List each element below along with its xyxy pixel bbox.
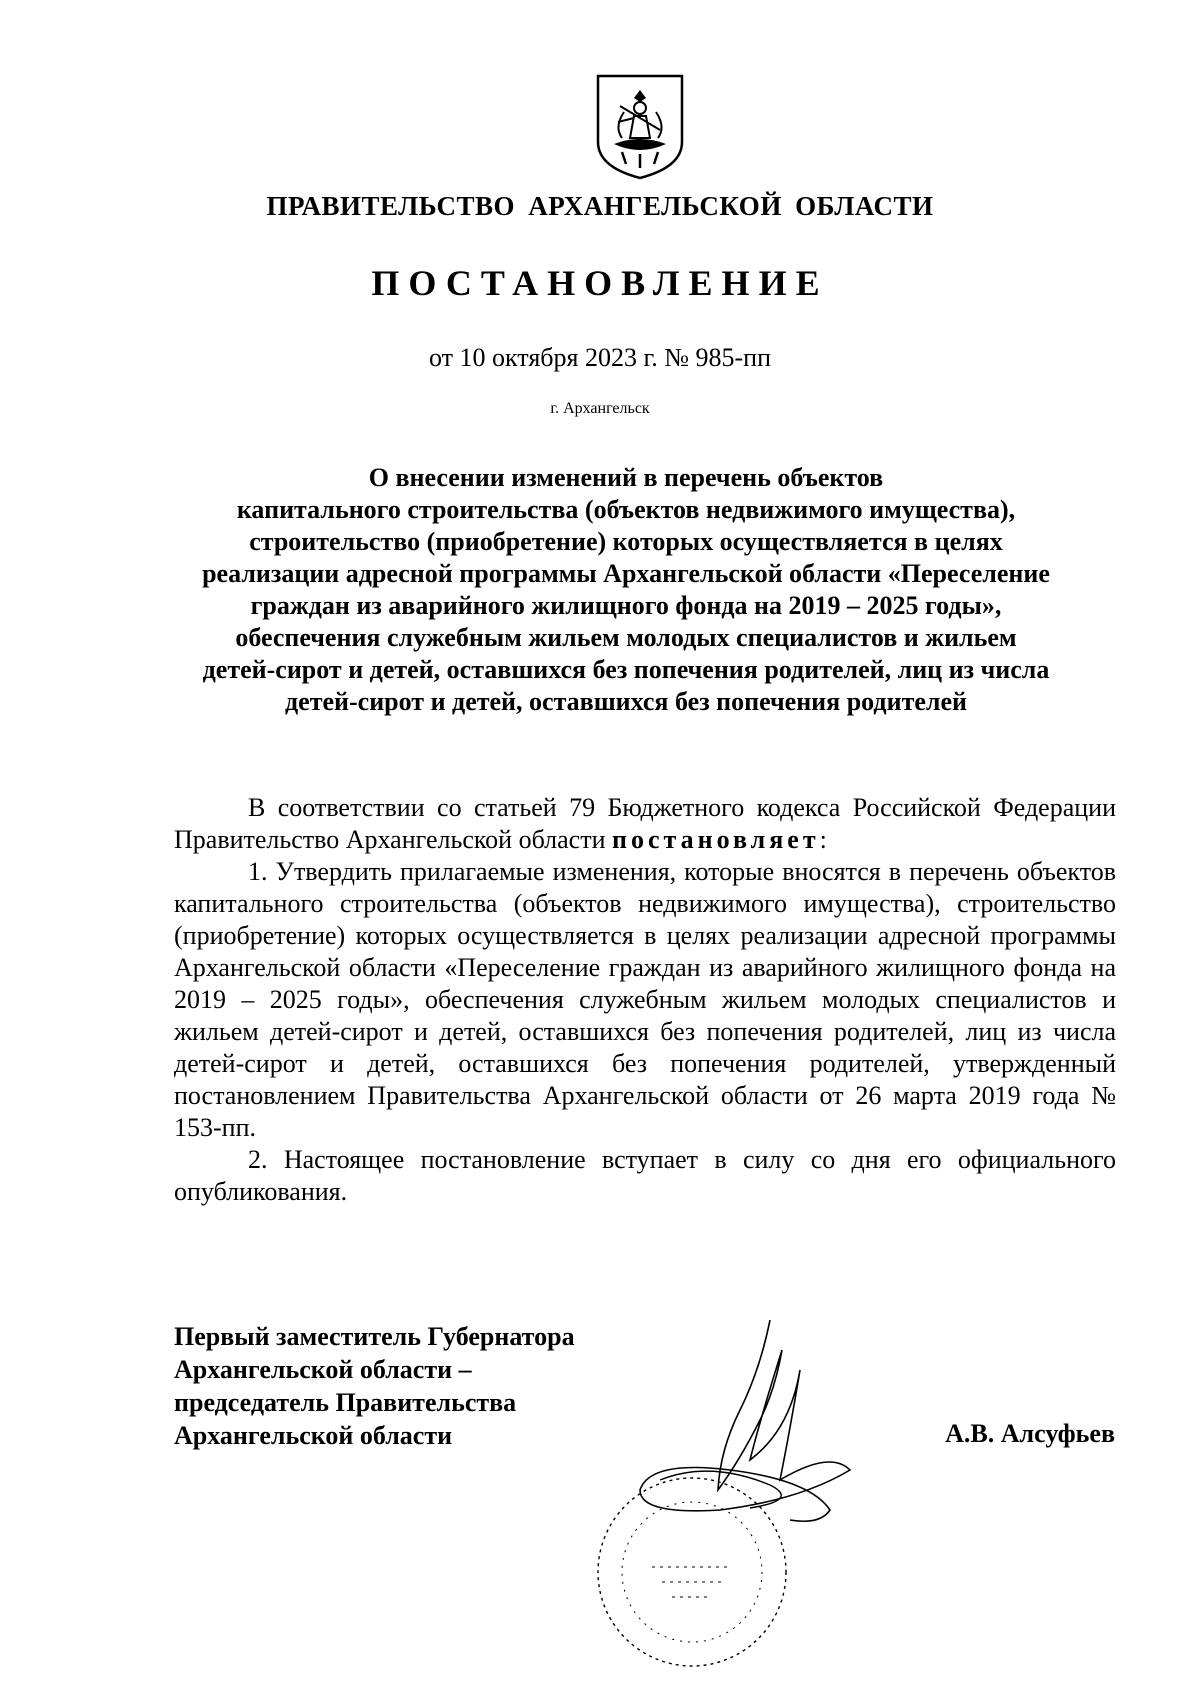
position-line: председатель Правительства [174,1388,517,1417]
document-city: г. Архангельск [550,400,650,417]
intro-paragraph [174,792,1116,856]
document-date-number: от 10 октября 2023 г. № 985-пп [429,343,771,372]
position-line: Архангельской области – [174,1355,472,1384]
title-line: реализации адресной программы Архангельской области «Переселение [202,559,1050,588]
signatory-name: А.В. Алсуфьев [945,1419,1115,1448]
item-2-paragraph: 2. Настоящее постановление вступает в силу со дня его официального опубликования. [174,1145,1116,1206]
intro-colon: : [819,825,827,854]
title-line: детей-сирот и детей, оставшихся без попечения родителей [285,687,967,716]
title-line: граждан из аварийного жилищного фонда на 2019 – 2025 годы», [250,591,1002,620]
document-body [174,792,1116,1208]
official-seal-icon [592,1472,792,1672]
item-1-paragraph: 1. Утвердить прилагаемые изменения, которые вносятся в перечень объектов капитального строительства (объектов недвижимого имущества), строительство (приобретение) которых осуществляется в целях реализации адресной программы Архангельской области «Переселение граждан из аварийного жилищного фонда на 2019 – 2025 годы», обеспечения служебным жильем молодых специалистов и жильем детей-сирот и детей, оставшихся без попечения родителей, лиц из числа детей-сирот и детей, оставшихся без попечения родителей, утвержденный постановлением Правительства Архангельской области от 26 марта 2019 года № 153-пп. [174,857,1116,1142]
title-line: строительство (приобретение) которых осуществляется в целях [249,527,1003,556]
title-line: детей-сирот и детей, оставшихся без попечения родителей, лиц из числа [202,655,1050,684]
coat-of-arms-icon [594,72,686,182]
document-type: ПОСТАНОВЛЕНИЕ [371,263,829,303]
intro-text: В соответствии со статьей 79 Бюджетного кодекса Российской Федерации Правительство Архангельской области [174,793,1116,854]
document-title [165,462,1087,718]
resolves-word: постановляет [612,825,820,854]
position-line: Первый заместитель Губернатора [174,1322,575,1351]
title-line: обеспечения служебным жильем молодых специалистов и жильем [235,623,1017,652]
position-line: Архангельской области [174,1421,453,1450]
signatory-position [174,1320,575,1452]
organization-name: ПРАВИТЕЛЬСТВО АРХАНГЕЛЬСКОЙ ОБЛАСТИ [266,191,934,221]
title-line: капитального строительства (объектов недвижимого имущества), [236,495,1016,524]
title-line: О внесении изменений в перечень объектов [368,463,884,492]
